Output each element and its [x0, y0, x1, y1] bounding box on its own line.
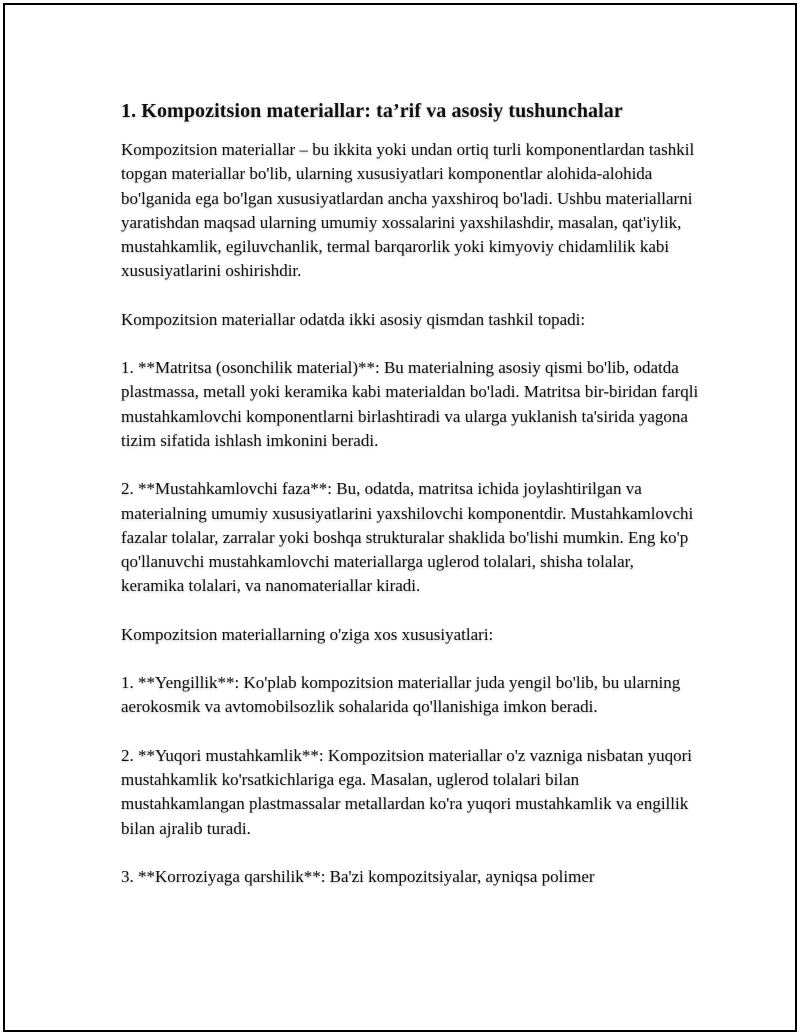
paragraph-properties-intro: Kompozitsion materiallarning o'ziga xos xususiyatlari: [121, 624, 494, 644]
page-frame [3, 3, 797, 1032]
section-heading: 1. Kompozitsion materiallar: ta’rif va asosiy tushunchalar [121, 100, 623, 122]
paragraph-reinforcing-phase: 2. **Mustahkamlovchi faza**: Bu, odatda, matritsa ichida joylashtirilgan va materialning umumiy xususiyatlarini yaxshilovchi komponentdir. Mustahkamlovchi fazalar tolalar, zarralar yoki boshqa strukturalar shaklida bo'lishi mumkin. Eng ko'p qo'llanuvchi mustahkamlovchi materiallarga uglerod tolalari, shisha tolalar, keramika tolalari, va nanomateriallar kiradi. [121, 479, 694, 596]
paragraph-two-parts-intro: Kompozitsion materiallar odatda ikki asosiy qismdan tashkil topadi: [121, 309, 586, 329]
paragraph-matrix: 1. **Matritsa (osonchilik material)**: Bu materialning asosiy qismi bo'lib, odatda plastmassa, metall yoki keramika kabi materialdan bo'ladi. Matritsa bir-biridan farqli mustahkamlovchi komponentlarni birlashtiradi va ularga yuklanish ta'sirida yagona tizim sifatida ishlash imkonini beradi. [121, 358, 699, 450]
paragraph-corrosion-resistance: 3. **Korroziyaga qarshilik**: Ba'zi kompozitsiyalar, ayniqsa polimer [121, 866, 595, 886]
document-body [121, 97, 701, 913]
paragraph-lightness: 1. **Yengillik**: Ko'plab kompozitsion materiallar juda yengil bo'lib, bu ularning aerokosmik va avtomobilsozlik sohalarida qo'llanishiga imkon beradi. [121, 673, 681, 717]
paragraph-high-strength: 2. **Yuqori mustahkamlik**: Kompozitsion materiallar o'z vazniga nisbatan yuqori mustahkamlik ko'rsatkichlariga ega. Masalan, uglerod tolalari bilan mustahkamlangan plastmassalar metallardan ko'ra yuqori mustahkamlik va engillik bilan ajralib turadi. [121, 745, 693, 838]
paragraph-definition: Kompozitsion materiallar – bu ikkita yoki undan ortiq turli komponentlardan tashkil topgan materiallar bo'lib, ularning xususiyatlari komponentlar alohida-alohida bo'lganida ega bo'lgan xususiyatlardan ancha yaxshiroq bo'ladi. Ushbu materiallarni yaratishdan maqsad ularning umumiy xossalarini yaxshilashdir, masalan, qat'iylik, mustahkamlik, egiluvchanlik, termal barqarorlik yoki kimyoviy chidamlilik kabi xususiyatlarini oshirishdir. [121, 140, 695, 281]
